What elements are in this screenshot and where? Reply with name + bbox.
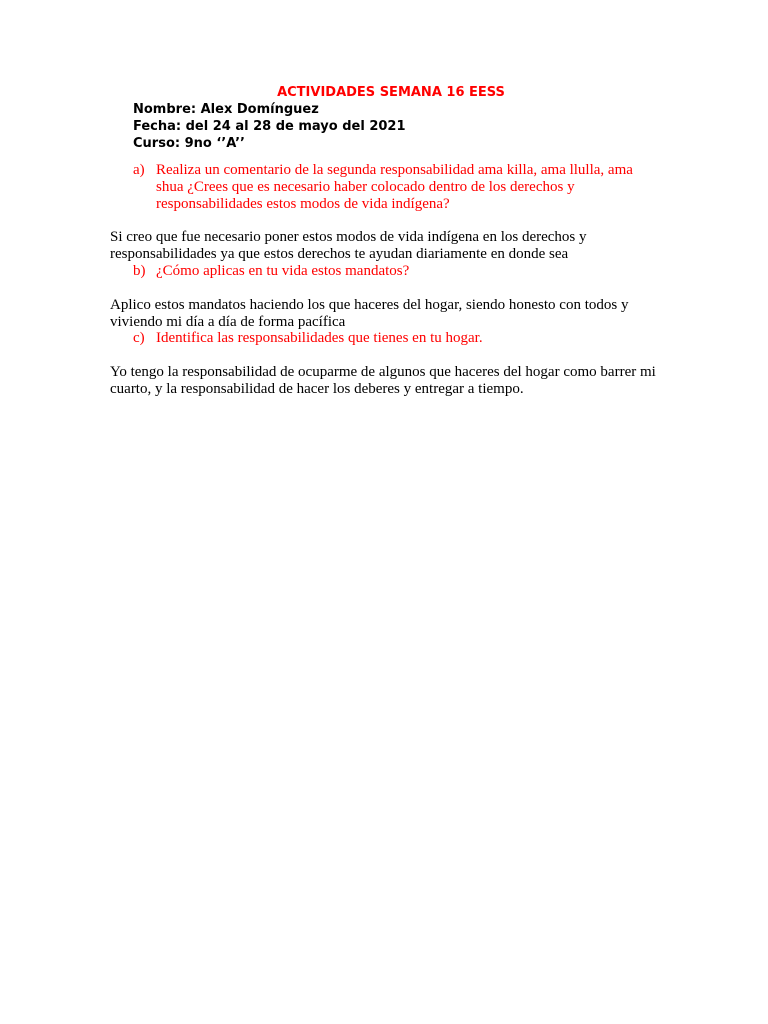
question-marker: a) bbox=[133, 162, 145, 178]
student-name: Nombre: Alex Domínguez bbox=[133, 102, 319, 117]
course: Curso: 9no ‘’A’’ bbox=[133, 136, 245, 151]
question-b bbox=[133, 263, 663, 280]
page-title: ACTIVIDADES SEMANA 16 EESS bbox=[277, 85, 505, 100]
question-marker: c) bbox=[133, 330, 145, 346]
answer-c: Yo tengo la responsabilidad de ocuparme de algunos que haceres del hogar como barrer mi cuarto, y la responsabilidad de hacer los deberes y entregar a tiempo. bbox=[110, 364, 656, 397]
question-marker: b) bbox=[133, 263, 146, 279]
answer-a: Si creo que fue necesario poner estos modos de vida indígena en los derechos y responsabilidades ya que estos derechos te ayudan diariamente en donde sea bbox=[110, 229, 587, 262]
question-text: Identifica las responsabilidades que tienes en tu hogar. bbox=[156, 330, 483, 346]
question-c bbox=[133, 330, 663, 347]
question-a bbox=[133, 162, 663, 213]
answer-b: Aplico estos mandatos haciendo los que haceres del hogar, siendo honesto con todos y viviendo mi día a día de forma pacífica bbox=[110, 297, 629, 330]
document-header bbox=[0, 84, 768, 152]
question-text: Realiza un comentario de la segunda responsabilidad ama killa, ama llulla, ama shua ¿Crees que es necesario haber colocado dentro de los derechos y responsabilidades estos modos de vida indígena? bbox=[156, 162, 633, 212]
date-range: Fecha: del 24 al 28 de mayo del 2021 bbox=[133, 119, 406, 134]
question-text: ¿Cómo aplicas en tu vida estos mandatos? bbox=[156, 263, 410, 279]
